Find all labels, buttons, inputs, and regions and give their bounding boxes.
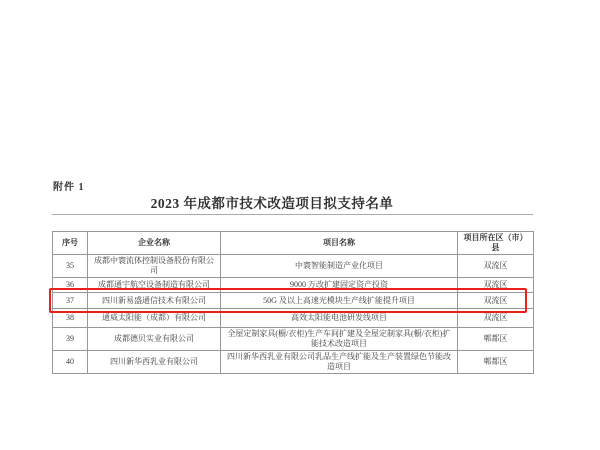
cell-no: 36: [53, 278, 88, 293]
cell-no: 40: [53, 351, 88, 374]
cell-project: 50G 及以上高速光模块生产线扩能提升项目: [221, 293, 458, 309]
red-highlight-box: [49, 288, 527, 313]
cell-company: 成都通宇航空设备制造有限公司: [88, 278, 221, 293]
cell-company: 通威太阳能（成都）有限公司: [88, 309, 221, 328]
cell-project: 高效太阳能电池研发线项目: [221, 309, 458, 328]
cell-district: 双流区: [458, 255, 534, 278]
cell-district: 郫都区: [458, 328, 534, 351]
cell-project: 全屋定制家具(橱/衣柜)生产车间扩建及全屋定制家具(橱/衣柜)扩能技术改造项目: [221, 328, 458, 351]
cell-district: 双流区: [458, 309, 534, 328]
cell-no: 35: [53, 255, 88, 278]
cell-no: 37: [53, 293, 88, 309]
cell-company: 四川新华西乳业有限公司: [88, 351, 221, 374]
cell-district: 郫都区: [458, 351, 534, 374]
table-row: [53, 255, 534, 278]
cell-company: 成都德贝实业有限公司: [88, 328, 221, 351]
cell-project: 四川新华西乳业有限公司乳品生产线扩能及生产装置绿色节能改造项目: [221, 351, 458, 374]
title-divider: [52, 214, 533, 215]
page-title: 2023 年成都市技术改造项目拟支持名单: [150, 196, 394, 211]
cell-district: 双流区: [458, 293, 534, 309]
cell-no: 39: [53, 328, 88, 351]
cell-no: 38: [53, 309, 88, 328]
header-cell-company: 企业名称: [88, 232, 221, 255]
table-row: [53, 328, 534, 351]
cell-company: 四川新易盛通信技术有限公司: [88, 293, 221, 309]
header-cell-no: 序号: [53, 232, 88, 255]
table-header-row: [53, 232, 534, 255]
cell-project: 中寰智能制造产业化项目: [221, 255, 458, 278]
cell-project: 9000 万改扩建固定资产投资: [221, 278, 458, 293]
header-cell-district: 项目所在区（市）县: [458, 232, 534, 255]
cell-company: 成都中寰流体控制设备股份有限公司: [88, 255, 221, 278]
cell-district: 双流区: [458, 278, 534, 293]
header-cell-project: 项目名称: [221, 232, 458, 255]
attachment-label: 附件 1: [53, 182, 85, 193]
table-row: [53, 351, 534, 374]
